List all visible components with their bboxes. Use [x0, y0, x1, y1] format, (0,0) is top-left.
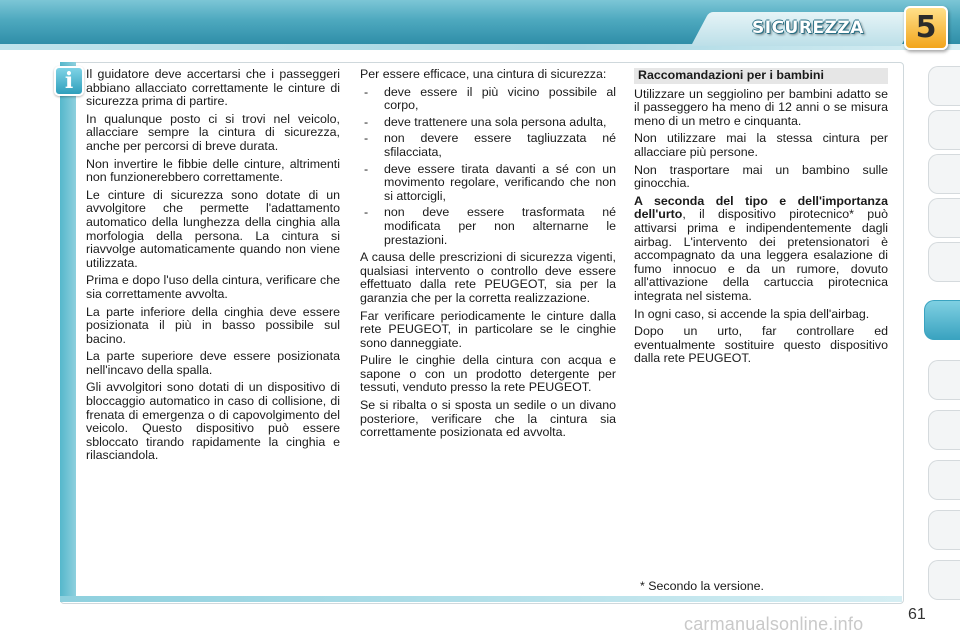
- chapter-number-badge: 5: [904, 6, 948, 50]
- side-tab-9[interactable]: [928, 460, 960, 500]
- paragraph: Se si ribalta o si sposta un sedile o un divano posteriore, verificare che la cintura sia correttamente posizionata ed avvolta.: [360, 398, 616, 440]
- paragraph: Gli avvolgitori sono dotati di un dispositivo di bloccaggio automatico in caso di collisione, di frenata di emergenza o di capovolgimento del veicolo. Questo dispositivo può essere sbloccato tirando rapidamente la cinghia e rilasciandola.: [86, 380, 340, 463]
- text-column-1: [86, 68, 340, 467]
- paragraph: Non trasportare mai un bambino sulle ginocchia.: [634, 162, 888, 191]
- info-panel-left-bar: [60, 62, 76, 602]
- info-icon: i: [54, 66, 84, 96]
- pretensioner-bold-lead: A seconda del tipo e dell'importanza dell'urto: [634, 193, 888, 222]
- side-tab-4[interactable]: [928, 198, 960, 238]
- side-tab-active[interactable]: [924, 300, 960, 340]
- footnote: * Secondo la versione.: [640, 579, 764, 593]
- paragraph: A causa delle prescrizioni di sicurezza vigenti, qualsiasi intervento o controllo deve essere effettuato dalla rete PEUGEOT, sia per la garanzia che per la corretta realizzazione.: [360, 250, 616, 305]
- text-column-3: [634, 68, 888, 370]
- paragraph: Le cinture di sicurezza sono dotate di un avvolgitore che permette l'adattamento automatico della lunghezza della cinghia alla morfologia della persona. La cintura si riavvolge automaticamente quando non viene utilizzata.: [86, 187, 340, 270]
- bullet-item: - deve trattenere una sola persona adulta,: [360, 116, 616, 130]
- side-tab-3[interactable]: [928, 154, 960, 194]
- chapter-title: SICUREZZA: [752, 18, 864, 38]
- paragraph: Prima e dopo l'uso della cintura, verificare che sia correttamente avvolta.: [86, 273, 340, 301]
- side-tab-5[interactable]: [928, 242, 960, 282]
- bullet-item: - non devere essere tagliuzzata né sfilacciata,: [360, 132, 616, 159]
- side-tab-1[interactable]: [928, 66, 960, 106]
- side-tab-7[interactable]: [928, 360, 960, 400]
- side-tab-2[interactable]: [928, 110, 960, 150]
- page-number: 61: [908, 606, 926, 623]
- bullet-item: - non deve essere trasformata né modificata per non alternarne le prestazioni.: [360, 206, 616, 247]
- section-heading: Raccomandazioni per i bambini: [634, 68, 888, 84]
- paragraph: La parte inferiore della cinghia deve essere posizionata il più in basso possibile sul bacino.: [86, 304, 340, 346]
- side-tab-10[interactable]: [928, 510, 960, 550]
- bullet-list: [360, 86, 616, 248]
- pretensioner-text: , il dispositivo pirotecnico* può attivarsi prima e indipendentemente dagli airbag. L'intervento dei pretensionatori è accompagnato da una leggera esalazione di fumo innocuo e da un rumore, dovuto all'attivazione della cartuccia pirotecnica integrata nel sistema.: [634, 207, 888, 303]
- paragraph: In qualunque posto ci si trovi nel veicolo, allacciare sempre la cintura di sicurezza, anche per percorsi di breve durata.: [86, 111, 340, 153]
- paragraph: Dopo un urto, far controllare ed eventualmente sostituire questo dispositivo dalla rete PEUGEOT.: [634, 324, 888, 366]
- bullet-item: - deve essere tirata davanti a sé con un movimento regolare, verificando che non si attorcigli,: [360, 163, 616, 204]
- info-panel-bottom-bar: [60, 596, 902, 602]
- side-tab-11[interactable]: [928, 560, 960, 600]
- paragraph: Non invertire le fibbie delle cinture, altrimenti non funzionerebbero correttamente.: [86, 156, 340, 185]
- paragraph: In ogni caso, si accende la spia dell'airbag.: [634, 306, 870, 321]
- pretensioner-paragraph: [634, 195, 888, 304]
- paragraph: Pulire le cinghie della cintura con acqua e sapone o con un prodotto detergente per tessuti, venduto presso la rete PEUGEOT.: [360, 353, 616, 395]
- text-column-2: [360, 68, 616, 444]
- paragraph: La parte superiore deve essere posizionata nell'incavo della spalla.: [86, 349, 340, 377]
- watermark: carmanualsonline.info: [684, 614, 864, 634]
- side-tab-8[interactable]: [928, 410, 960, 450]
- paragraph: Non utilizzare mai la stessa cintura per allacciare più persone.: [634, 131, 888, 159]
- bullet-item: - deve essere il più vicino possibile al corpo,: [360, 86, 616, 113]
- paragraph-intro: Per essere efficace, una cintura di sicurezza:: [360, 67, 607, 81]
- paragraph: Utilizzare un seggiolino per bambini adatto se il passeggero ha meno di 12 anni o se misura meno di un metro e cinquanta.: [634, 86, 888, 128]
- paragraph: Far verificare periodicamente le cinture dalla rete PEUGEOT, in particolare se le cinghie sono danneggiate.: [360, 308, 616, 350]
- paragraph: Il guidatore deve accertarsi che i passeggeri abbiano allacciato correttamente le cinture di sicurezza prima di partire.: [86, 67, 340, 109]
